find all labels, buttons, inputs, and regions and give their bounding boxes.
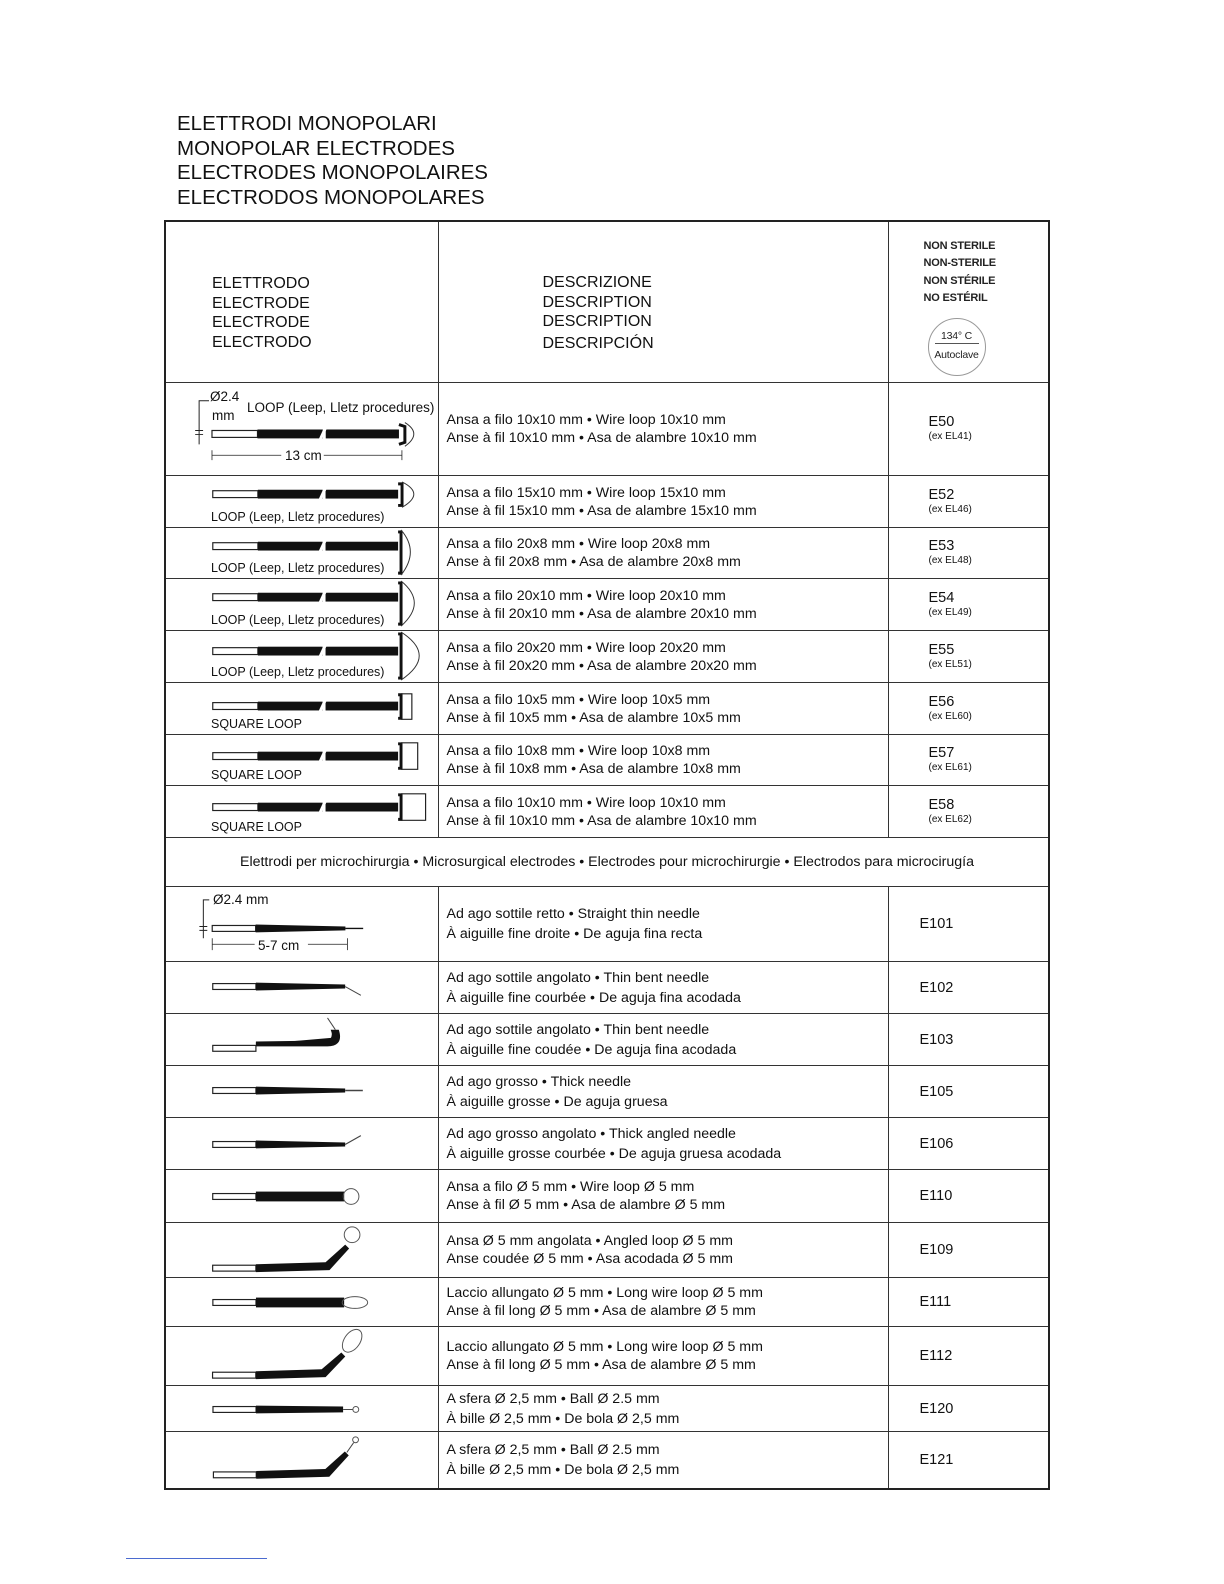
code-cell: E106 [888, 1118, 1049, 1170]
table-row [165, 1327, 1049, 1386]
description-cell: Ad ago grosso • Thick needle À aiguille grosse • De aguja gruesa [438, 1066, 888, 1118]
thin-bent-needle-electrode-icon [166, 1014, 438, 1065]
code-cell: E105 [888, 1066, 1049, 1118]
table-row [165, 1118, 1049, 1170]
code-cell: E101 [888, 887, 1049, 962]
code-cell: E50 (ex EL41) [888, 383, 1049, 476]
table-row [165, 1432, 1049, 1489]
title-it: ELETTRODI MONOPOLARI [177, 112, 437, 135]
description-column-header: DESCRIZIONE DESCRIPTION DESCRIPTION DESCRIPCIÓN [438, 221, 888, 383]
square-loop-electrode-icon [166, 683, 438, 734]
description-cell: Ad ago grosso angolato • Thick angled needle À aiguille grosse courbée • De aguja gruesa acodada [438, 1118, 888, 1170]
square-loop-electrode-icon [166, 735, 438, 785]
electrode-drawing-cell [165, 1118, 438, 1170]
table-row [165, 887, 1049, 962]
code-cell: E109 [888, 1223, 1049, 1278]
code-cell: E110 [888, 1170, 1049, 1223]
code-cell: E58 (ex EL62) [888, 786, 1049, 838]
table-row [165, 1014, 1049, 1066]
electrode-drawing-cell [165, 1170, 438, 1223]
description-cell: Ansa a filo 20x20 mm • Wire loop 20x20 mm Anse à fil 20x20 mm • Asa de alambre 20x20 mm [438, 631, 888, 683]
electrode-drawing-cell [165, 1223, 438, 1278]
table-row [165, 528, 1049, 579]
table-row [165, 735, 1049, 786]
electrode-drawing-cell: Ø2.4 mm 5-7 cm [165, 887, 438, 962]
table-row [165, 383, 1049, 476]
table-row [165, 1170, 1049, 1223]
electrode-drawing-cell: LOOP (Leep, Lletz procedures) [165, 476, 438, 528]
table-row [165, 1386, 1049, 1432]
electrode-drawing-cell: SQUARE LOOP [165, 735, 438, 786]
electrode-drawing-cell [165, 1386, 438, 1432]
table-row [165, 962, 1049, 1014]
description-cell: A sfera Ø 2,5 mm • Ball Ø 2.5 mm À bille Ø 2,5 mm • De bola Ø 2,5 mm [438, 1432, 888, 1489]
electrode-drawing-cell: Ø2.4 mm LOOP (Leep, Lletz procedures) 13 cm [165, 383, 438, 476]
thin-bent-needle-electrode-icon [166, 962, 438, 1013]
code-cell: E111 [888, 1278, 1049, 1327]
table-row [165, 1223, 1049, 1278]
wire-loop-electrode-icon [166, 1170, 438, 1222]
code-cell: E103 [888, 1014, 1049, 1066]
electrode-drawing-cell: LOOP (Leep, Lletz procedures) [165, 528, 438, 579]
code-column-header: NON STERILE NON-STERILE NON STÉRILE NO ESTÉRIL 134° C Autoclave [888, 221, 1049, 383]
table-row [165, 631, 1049, 683]
square-loop-electrode-icon [166, 786, 438, 837]
table-row [165, 683, 1049, 735]
footer-rule [126, 1558, 267, 1559]
table-row [165, 1278, 1049, 1327]
code-cell: E112 [888, 1327, 1049, 1386]
code-cell: E55 (ex EL51) [888, 631, 1049, 683]
description-cell: Ansa a filo Ø 5 mm • Wire loop Ø 5 mm Anse à fil Ø 5 mm • Asa de alambre Ø 5 mm [438, 1170, 888, 1223]
description-cell: Laccio allungato Ø 5 mm • Long wire loop Ø 5 mm Anse à fil long Ø 5 mm • Asa de alambre Ø 5 mm [438, 1327, 888, 1386]
code-cell: E120 [888, 1386, 1049, 1432]
code-cell: E57 (ex EL61) [888, 735, 1049, 786]
long-wire-loop-electrode-icon [166, 1278, 438, 1326]
table-row [165, 579, 1049, 631]
electrode-column-header: ELETTRODO ELECTRODE ELECTRODE ELECTRODO [165, 221, 438, 383]
thick-needle-electrode-icon [166, 1066, 438, 1117]
ball-electrode-icon [166, 1386, 438, 1431]
description-cell: Ansa Ø 5 mm angolata • Angled loop Ø 5 mm Anse coudée Ø 5 mm • Asa acodada Ø 5 mm [438, 1223, 888, 1278]
angled-ball-electrode-icon [166, 1432, 438, 1488]
description-cell: Ansa a filo 10x5 mm • Wire loop 10x5 mm Anse à fil 10x5 mm • Asa de alambre 10x5 mm [438, 683, 888, 735]
straight-needle-electrode-icon [166, 887, 438, 961]
electrode-drawing-cell [165, 1432, 438, 1489]
code-cell: E121 [888, 1432, 1049, 1489]
microsurgery-section-row [165, 838, 1049, 887]
electrode-drawing-cell [165, 1066, 438, 1118]
angled-long-loop-electrode-icon [166, 1327, 438, 1385]
code-cell: E56 (ex EL60) [888, 683, 1049, 735]
electrode-drawing-cell [165, 962, 438, 1014]
table-row [165, 476, 1049, 528]
description-cell: Ansa a filo 20x8 mm • Wire loop 20x8 mm Anse à fil 20x8 mm • Asa de alambre 20x8 mm [438, 528, 888, 579]
electrode-drawing-cell: LOOP (Leep, Lletz procedures) [165, 631, 438, 683]
page-title-block [177, 112, 488, 210]
description-cell: Laccio allungato Ø 5 mm • Long wire loop Ø 5 mm Anse à fil long Ø 5 mm • Asa de alambre Ø 5 mm [438, 1278, 888, 1327]
table-row [165, 1066, 1049, 1118]
description-cell: Ad ago sottile retto • Straight thin needle À aiguille fine droite • De aguja fina recta [438, 887, 888, 962]
description-cell: Ansa a filo 10x8 mm • Wire loop 10x8 mm Anse à fil 10x8 mm • Asa de alambre 10x8 mm [438, 735, 888, 786]
code-cell: E52 (ex EL46) [888, 476, 1049, 528]
code-cell: E102 [888, 962, 1049, 1014]
electrode-catalog-table [164, 220, 1050, 1490]
electrode-drawing-cell [165, 1327, 438, 1386]
title-fr: ELECTRODES MONOPOLAIRES [177, 161, 488, 184]
electrode-drawing-cell: SQUARE LOOP [165, 683, 438, 735]
electrode-drawing-cell: LOOP (Leep, Lletz procedures) [165, 579, 438, 631]
description-cell: Ansa a filo 10x10 mm • Wire loop 10x10 mm Anse à fil 10x10 mm • Asa de alambre 10x10 mm [438, 786, 888, 838]
description-cell: Ansa a filo 20x10 mm • Wire loop 20x10 mm Anse à fil 20x10 mm • Asa de alambre 20x10 mm [438, 579, 888, 631]
table-header-row [165, 221, 1049, 383]
description-cell: Ansa a filo 10x10 mm • Wire loop 10x10 mm Anse à fil 10x10 mm • Asa de alambre 10x10 mm [438, 383, 888, 476]
autoclave-symbol: 134° C Autoclave [928, 318, 986, 376]
thick-angled-needle-electrode-icon [166, 1118, 438, 1169]
title-en: MONOPOLAR ELECTRODES [177, 136, 455, 160]
electrode-drawing-cell [165, 1278, 438, 1327]
description-cell: Ad ago sottile angolato • Thin bent needle À aiguille fine coudée • De aguja fina acodada [438, 1014, 888, 1066]
title-es: ELECTRODOS MONOPOLARES [177, 185, 485, 209]
table-row [165, 786, 1049, 838]
section-heading: Elettrodi per microchirurgia • Microsurgical electrodes • Electrodes pour microchirurgie • Electrodos para microcirugía [165, 838, 1049, 887]
electrode-drawing-cell [165, 1014, 438, 1066]
code-cell: E54 (ex EL49) [888, 579, 1049, 631]
electrode-drawing-cell: SQUARE LOOP [165, 786, 438, 838]
angled-loop-electrode-icon [166, 1223, 438, 1277]
description-cell: A sfera Ø 2,5 mm • Ball Ø 2.5 mm À bille Ø 2,5 mm • De bola Ø 2,5 mm [438, 1386, 888, 1432]
code-cell: E53 (ex EL48) [888, 528, 1049, 579]
description-cell: Ad ago sottile angolato • Thin bent needle À aiguille fine courbée • De aguja fina acodada [438, 962, 888, 1014]
description-cell: Ansa a filo 15x10 mm • Wire loop 15x10 mm Anse à fil 15x10 mm • Asa de alambre 15x10 mm [438, 476, 888, 528]
